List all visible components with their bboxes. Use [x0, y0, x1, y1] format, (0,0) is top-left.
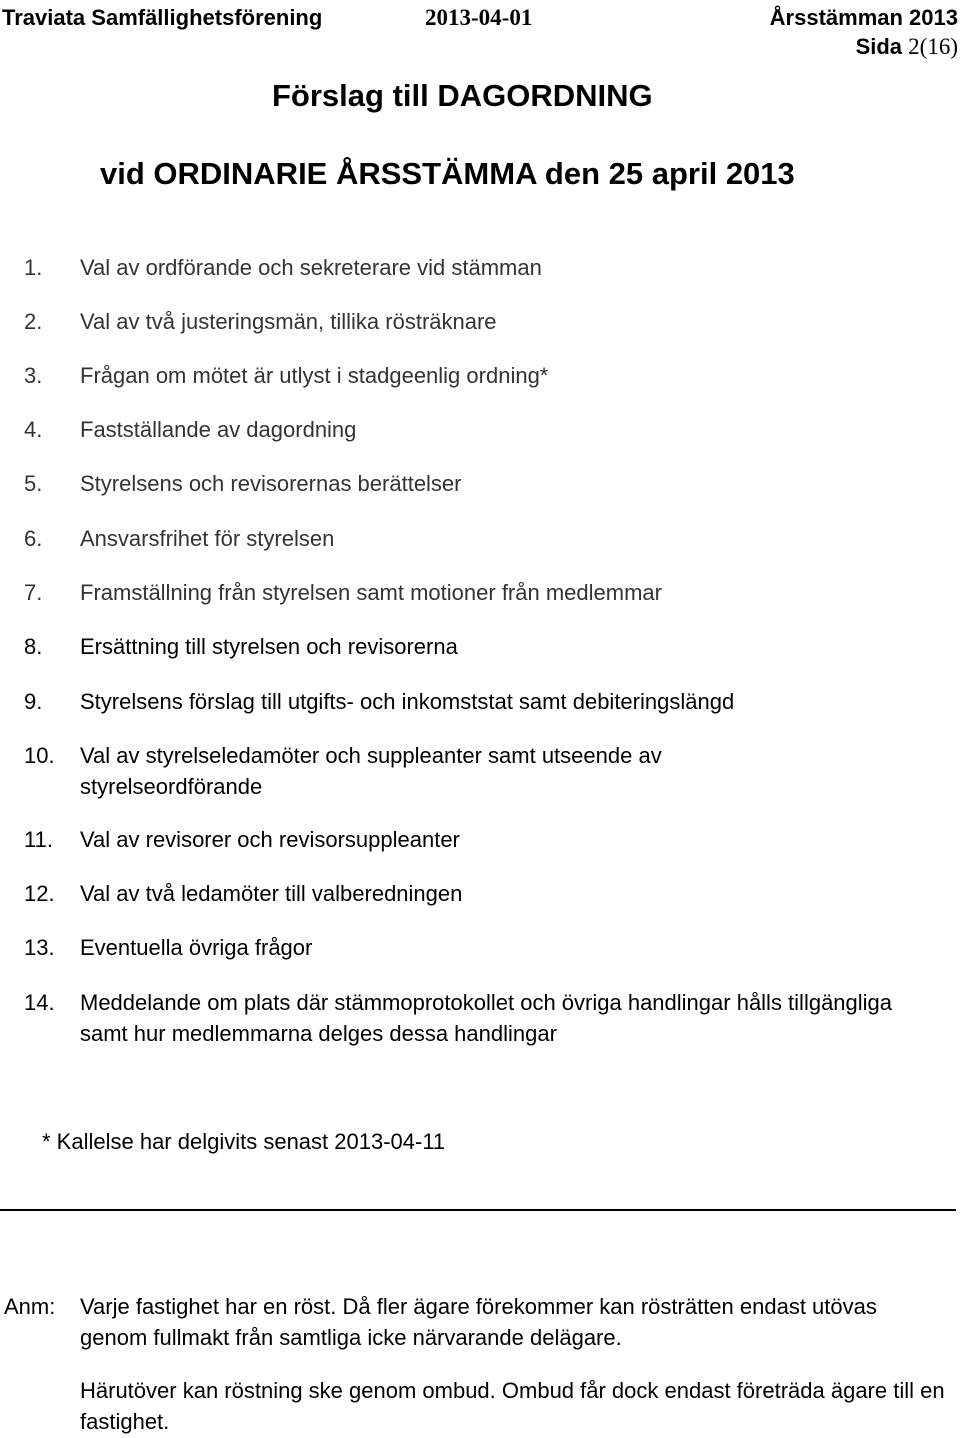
document-subtitle: vid ORDINARIE ÅRSSTÄMMA den 25 april 2013: [100, 156, 795, 191]
agenda-item: [24, 824, 944, 855]
agenda-item-text: Val av två justeringsmän, tillika rösträknare: [80, 309, 497, 334]
agenda-item-number: 7.: [24, 580, 43, 605]
agenda-item-text: Framställning från styrelsen samt motioner från medlemmar: [80, 580, 662, 605]
note-label: Anm:: [4, 1294, 56, 1319]
agenda-item: [24, 631, 944, 662]
agenda-item-text: Eventuella övriga frågor: [80, 935, 313, 960]
agenda-item-number: 10.: [24, 743, 55, 768]
agenda-item-number: 12.: [24, 881, 55, 906]
agenda-item-text: Frågan om mötet är utlyst i stadgeenlig ordning*: [80, 363, 549, 388]
page-number: 2(16): [908, 34, 958, 59]
agenda-item: [24, 932, 944, 963]
agenda-item: [24, 686, 944, 717]
agenda-item-number: 9.: [24, 689, 43, 714]
note-paragraph: Varje fastighet har en röst. Då fler ägare förekommer kan rösträtten endast utövas genom fullmakt från samtliga icke närvarande delägare.: [80, 1294, 877, 1350]
agenda-item: [24, 414, 944, 445]
agenda-item-text: Val av två ledamöter till valberedningen: [80, 881, 463, 906]
agenda-item-number: 5.: [24, 471, 43, 496]
meeting-name: Årsstämman 2013: [769, 5, 958, 30]
agenda-item-number: 3.: [24, 363, 43, 388]
agenda-item-number: 14.: [24, 990, 55, 1015]
agenda-item-text: Styrelsens och revisorernas berättelser: [80, 471, 462, 496]
footnote: * Kallelse har delgivits senast 2013-04-11: [42, 1129, 446, 1154]
agenda-item-text: Val av ordförande och sekreterare vid stämman: [80, 255, 542, 280]
agenda-item-text: Ansvarsfrihet för styrelsen: [80, 526, 335, 551]
agenda-item-text: Fastställande av dagordning: [80, 417, 357, 442]
agenda-item-text: Val av styrelseledamöter och suppleanter samt utseende av styrelseordförande: [80, 743, 662, 799]
agenda-item-text: Val av revisorer och revisorsuppleanter: [80, 827, 460, 852]
agenda-item: [24, 987, 944, 1049]
agenda-item: [24, 252, 944, 283]
divider: [0, 1209, 956, 1211]
agenda-item-number: 6.: [24, 526, 43, 551]
page-label: Sida: [855, 34, 903, 59]
agenda-item-number: 1.: [24, 255, 43, 280]
agenda-item-number: 8.: [24, 634, 43, 659]
document-title: Förslag till DAGORDNING: [272, 78, 653, 113]
agenda-item-number: 2.: [24, 309, 43, 334]
agenda-item: [24, 740, 944, 802]
agenda-item-number: 13.: [24, 935, 55, 960]
note-paragraph: Härutöver kan röstning ske genom ombud. Ombud får dock endast företräda ägare till en fastighet.: [80, 1378, 945, 1434]
agenda-item: [24, 577, 944, 608]
agenda-item: [24, 523, 944, 554]
agenda-item-text: Styrelsens förslag till utgifts- och inkomststat samt debiteringslängd: [80, 689, 735, 714]
agenda-item: [24, 468, 944, 499]
agenda-item: [24, 360, 944, 391]
agenda-item: [24, 878, 944, 909]
agenda-item-number: 4.: [24, 417, 43, 442]
agenda-item-text: Meddelande om plats där stämmoprotokollet och övriga handlingar hålls tillgängliga samt hur medlemmarna delges dessa handlingar: [80, 990, 893, 1046]
document-date: 2013-04-01: [425, 5, 533, 30]
agenda-item: [24, 306, 944, 337]
agenda-item-number: 11.: [24, 827, 53, 852]
page-indicator: [856, 33, 958, 61]
agenda-item-text: Ersättning till styrelsen och revisorerna: [80, 634, 458, 659]
organization-name: Traviata Samfällighetsförening: [2, 5, 323, 30]
